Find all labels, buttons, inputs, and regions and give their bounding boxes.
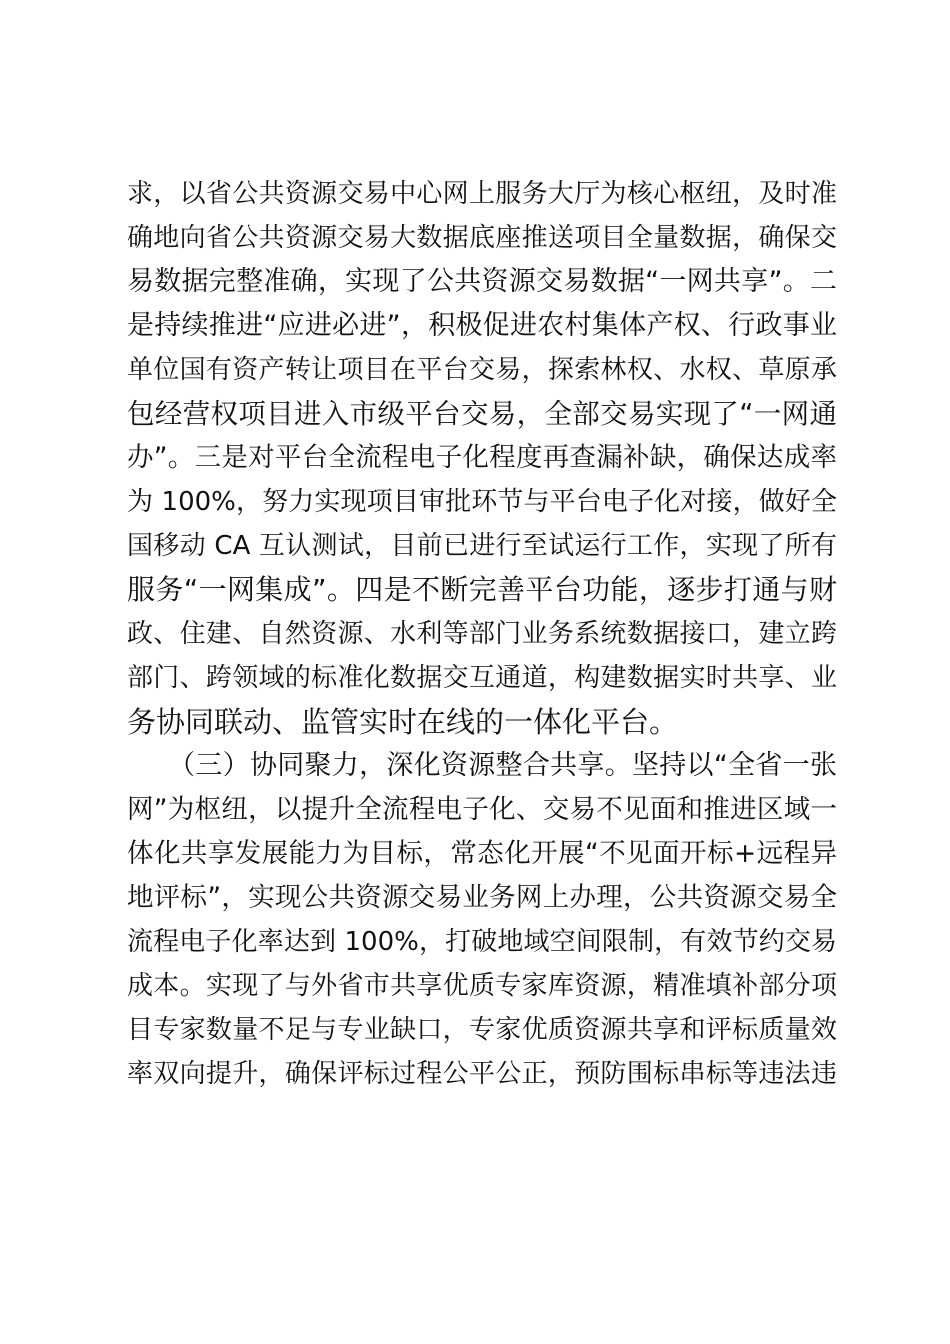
- text-line: 体化共享发展能力为目标，常态化开展“不见面开标+远程异: [127, 838, 837, 869]
- text-line: 地评标”，实现公共资源交易业务网上办理，公共资源交易全: [127, 882, 837, 913]
- text-line: 部门、跨领域的标准化数据交互通道，构建数据实时共享、业: [127, 663, 837, 693]
- text-line: 是持续推进“应进必进”，积极促进农村集体产权、行政事业: [127, 310, 837, 341]
- text-line: 国移动 CA 互认测试，目前已进行至试运行工作，实现了所有: [127, 531, 837, 561]
- text-line: 易数据完整准确，实现了公共资源交易数据“一网共享”。二: [127, 266, 837, 297]
- text-line: 办”。三是对平台全流程电子化程度再查漏补缺，确保达成率: [127, 442, 837, 473]
- text-line: 流程电子化率达到 100%，打破地域空间限制，有效节约交易: [127, 927, 837, 957]
- text-line: 为 100%，努力实现项目审批环节与平台电子化对接，做好全: [127, 487, 837, 517]
- text-line: 成本。实现了与外省市共享优质专家库资源，精准填补部分项: [127, 971, 837, 1001]
- text-line: 服务“一网集成”。四是不断完善平台功能，逐步打通与财: [127, 573, 837, 606]
- section-heading-line: （三）协同聚力，深化资源整合共享。坚持以“全省一张: [127, 750, 837, 781]
- text-line: 确地向省公共资源交易大数据底座推送项目全量数据，确保交: [127, 223, 837, 253]
- text-line: 务协同联动、监管实时在线的一体化平台。: [127, 705, 679, 739]
- text-line: 率双向提升，确保评标过程公平公正，预防围标串标等违法违: [127, 1059, 837, 1089]
- text-line: 目专家数量不足与专业缺口，专家优质资源共享和评标质量效: [127, 1015, 837, 1045]
- text-line: 网”为枢纽，以提升全流程电子化、交易不见面和推进区域一: [127, 794, 837, 825]
- text-line: 求，以省公共资源交易中心网上服务大厅为核心枢纽，及时准: [127, 179, 837, 209]
- text-line: 政、住建、自然资源、水利等部门业务系统数据接口，建立跨: [127, 619, 837, 649]
- text-line: 单位国有资产转让项目在平台交易，探索林权、水权、草原承: [127, 355, 837, 385]
- text-line: 包经营权项目进入市级平台交易，全部交易实现了“一网通: [127, 398, 837, 430]
